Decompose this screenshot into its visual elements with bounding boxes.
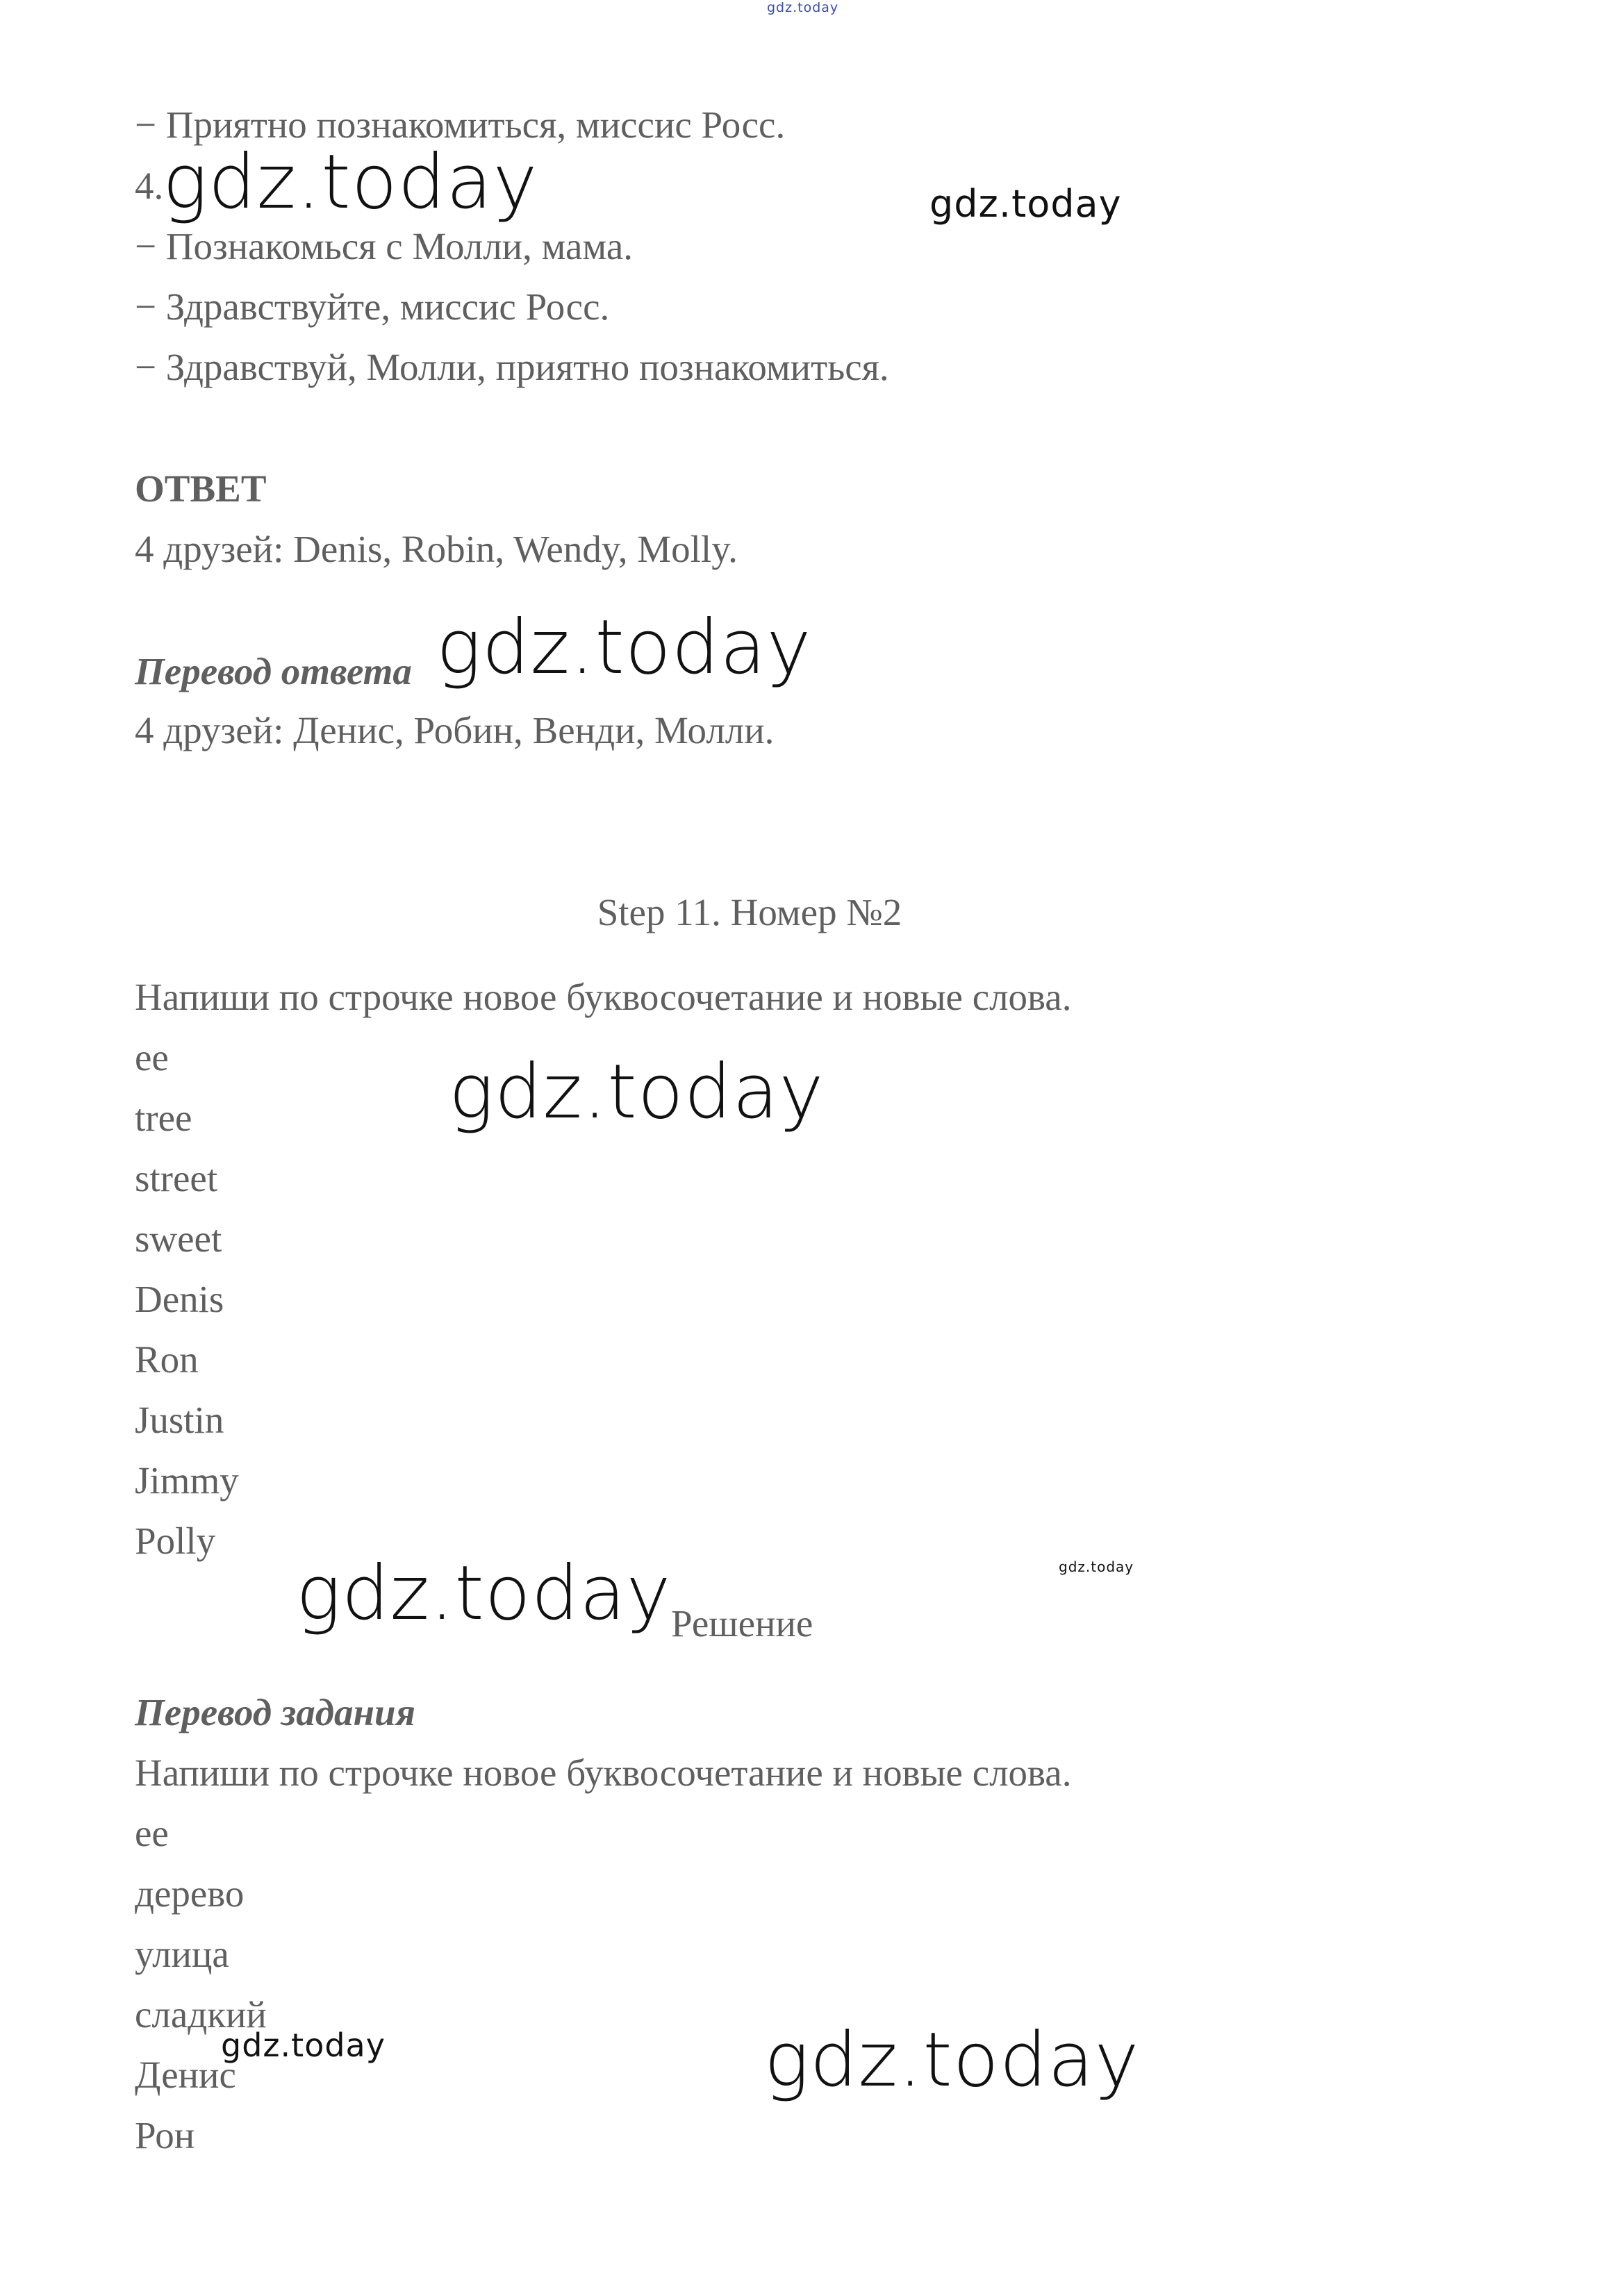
watermark-5: gdz.today — [1059, 1558, 1134, 1575]
watermark-1: gdz.today — [163, 139, 538, 226]
word-ron: Ron — [135, 1338, 199, 1381]
translation-word-ulitsa: улица — [135, 1933, 229, 1975]
dialog-line-2: − Познакомься с Молли, мама. — [135, 225, 634, 267]
answer-text: 4 друзей: Denis, Robin, Wendy, Molly. — [135, 528, 738, 570]
word-jimmy: Jimmy — [135, 1459, 239, 1501]
task-translation-heading: Перевод задания — [135, 1691, 415, 1733]
dialog-line-1: − Приятно познакомиться, миссис Росс. — [135, 103, 786, 146]
word-justin: Justin — [135, 1399, 224, 1441]
answer-translation-text: 4 друзей: Денис, Робин, Венди, Молли. — [135, 709, 775, 751]
word-denis: Denis — [135, 1278, 224, 1320]
word-tree: tree — [135, 1097, 192, 1139]
exercise-title: Step 11. Номер №2 — [597, 891, 902, 933]
dialog-line-3: − Здравствуйте, миссис Росс. — [135, 285, 610, 328]
answer-heading: ОТВЕТ — [135, 467, 267, 510]
exercise-task: Напиши по строчке новое буквосочетание и новые слова. — [135, 976, 1072, 1018]
word-polly: Polly — [135, 1520, 216, 1562]
task-translation-text: Напиши по строчке новое буквосочетание и новые слова. — [135, 1752, 1072, 1794]
word-ee: ee — [135, 1036, 169, 1079]
translation-word-sladkiy: сладкий — [135, 1993, 267, 2036]
watermark-6: gdz.today — [296, 1550, 672, 1637]
watermark-3: gdz.today — [436, 604, 812, 691]
word-street: street — [135, 1157, 218, 1199]
dialog-line-4: − Здравствуй, Молли, приятно познакомиться. — [135, 346, 889, 388]
word-sweet: sweet — [135, 1217, 222, 1260]
solution-label: Решение — [671, 1602, 813, 1645]
watermark-top: gdz.today — [767, 0, 839, 15]
watermark-7: gdz.today — [221, 2027, 386, 2064]
translation-word-derevo: дерево — [135, 1872, 245, 1915]
watermark-8: gdz.today — [764, 2017, 1140, 2104]
translation-word-denis: Денис — [135, 2054, 236, 2096]
answer-translation-heading: Перевод ответа — [135, 650, 412, 692]
translation-word-ee: ee — [135, 1812, 169, 1854]
watermark-4: gdz.today — [449, 1049, 825, 1135]
watermark-2: gdz.today — [929, 182, 1122, 226]
translation-word-ron: Рон — [135, 2114, 195, 2156]
dialog-number-4: 4. — [135, 165, 164, 207]
